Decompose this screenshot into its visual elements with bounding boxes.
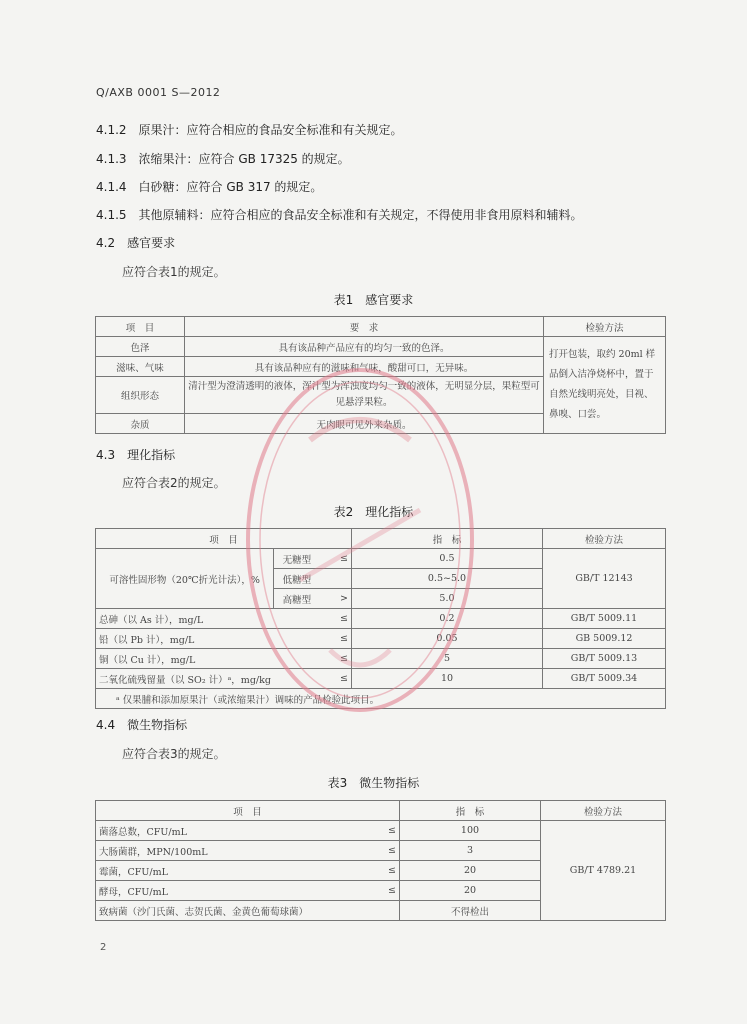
table3-header-method: 检验方法	[541, 801, 666, 821]
table2-method: GB/T 12143	[543, 549, 666, 609]
table3-item: 菌落总数，CFU/mL	[96, 821, 368, 841]
table2-symbol: ≤	[319, 669, 351, 689]
table3-value: 100	[400, 821, 541, 841]
standard-code: Q/AXB 0001 S—2012	[96, 86, 221, 99]
table2-type: 低糖型	[274, 569, 320, 589]
table1-requirement: 清汁型为澄清透明的液体，浑汁型为浑浊度均匀一致的液体，无明显分层，果粒型可见悬浮果粒。	[185, 377, 544, 414]
table3-header-item: 项 目	[96, 801, 400, 821]
table3-value: 20	[400, 881, 541, 901]
table2-value: 0.5~5.0	[351, 569, 542, 589]
table1-requirement: 具有该品种产品应有的均匀一致的色泽。	[185, 337, 544, 357]
table2-value: 0.5	[351, 549, 542, 569]
section-4-4-text: 应符合表3的规定。	[122, 747, 226, 761]
section-4-3-heading: 4.3 理化指标	[96, 448, 176, 462]
clause-4-1-2: 4.1.2 原果汁：应符合相应的食品安全标准和有关规定。	[96, 123, 403, 137]
table1-method: 打开包装，取约 20ml 样品倒入洁净烧杯中，置于自然光线明亮处，目视、鼻嗅、口尝。	[544, 337, 666, 434]
table3-item: 致病菌（沙门氏菌、志贺氏菌、金黄色葡萄球菌）	[96, 901, 368, 921]
clause-4-1-3: 4.1.3 浓缩果汁：应符合 GB 17325 的规定。	[96, 152, 350, 166]
table3-symbol: ≤	[367, 861, 400, 881]
table2-type: 无糖型	[274, 549, 320, 569]
section-4-2-text: 应符合表1的规定。	[122, 265, 226, 279]
table2-caption: 表2 理化指标	[333, 505, 414, 519]
table2-item: 总砷（以 As 计），mg/L	[96, 609, 320, 629]
page-number: 2	[100, 942, 107, 953]
table2-symbol: >	[319, 589, 351, 609]
table2-value: 5	[351, 649, 542, 669]
table2-header-item: 项 目	[96, 529, 352, 549]
table2-footnote: ᵃ 仅果脯和添加原果汁（或浓缩果汁）调味的产品检验此项目。	[96, 689, 666, 709]
table1-item: 组织形态	[96, 377, 185, 414]
table2-method: GB/T 5009.13	[543, 649, 666, 669]
section-4-2-heading: 4.2 感官要求	[96, 236, 176, 250]
table3-symbol: ≤	[367, 881, 400, 901]
table2-header-indicator: 指 标	[351, 529, 542, 549]
section-4-3-text: 应符合表2的规定。	[122, 476, 226, 490]
table1-requirement: 具有该品种应有的滋味和气味，酸甜可口，无异味。	[185, 357, 544, 377]
table2-value: 5.0	[351, 589, 542, 609]
table3-microbiological	[95, 800, 666, 921]
table3-symbol: ≤	[367, 841, 400, 861]
table2-symbol: ≤	[319, 549, 351, 569]
table2-value: 0.05	[351, 629, 542, 649]
table1-item: 色泽	[96, 337, 185, 357]
table1-item: 滋味、气味	[96, 357, 185, 377]
table3-item: 霉菌，CFU/mL	[96, 861, 368, 881]
table1-header-item: 项 目	[96, 317, 185, 337]
table2-item: 铜（以 Cu 计），mg/L	[96, 649, 320, 669]
table2-item: 铅（以 Pb 计），mg/L	[96, 629, 320, 649]
table2-symbol: ≤	[319, 609, 351, 629]
table2-item: 二氧化硫残留量（以 SO₂ 计）ᵃ，mg/kg	[96, 669, 320, 689]
table3-value: 3	[400, 841, 541, 861]
table1-item: 杂质	[96, 414, 185, 434]
table1-caption: 表1 感官要求	[333, 293, 414, 307]
table1-header-method: 检验方法	[544, 317, 666, 337]
table2-symbol	[319, 569, 351, 589]
table3-symbol: ≤	[367, 821, 400, 841]
clause-4-1-5: 4.1.5 其他原辅料：应符合相应的食品安全标准和有关规定，不得使用非食用原料和辅料。	[96, 208, 583, 222]
table2-method: GB/T 5009.11	[543, 609, 666, 629]
table2-symbol: ≤	[319, 649, 351, 669]
table3-value: 20	[400, 861, 541, 881]
table2-value: 10	[351, 669, 542, 689]
clause-4-1-4: 4.1.4 白砂糖：应符合 GB 317 的规定。	[96, 180, 323, 194]
table2-value: 0.2	[351, 609, 542, 629]
table1-sensory	[95, 316, 666, 434]
table1-header-requirement: 要 求	[185, 317, 544, 337]
table2-physicochemical	[95, 528, 666, 709]
table3-item: 大肠菌群，MPN/100mL	[96, 841, 368, 861]
table2-type: 高糖型	[274, 589, 320, 609]
table3-caption: 表3 微生物指标	[327, 776, 420, 790]
table2-method: GB 5009.12	[543, 629, 666, 649]
table3-item: 酵母，CFU/mL	[96, 881, 368, 901]
table3-value: 不得检出	[400, 901, 541, 921]
table3-method: GB/T 4789.21	[541, 821, 666, 921]
table2-soluble-solids: 可溶性固形物（20℃折光计法），%	[96, 549, 274, 609]
table2-symbol: ≤	[319, 629, 351, 649]
table2-method: GB/T 5009.34	[543, 669, 666, 689]
table3-header-indicator: 指 标	[400, 801, 541, 821]
table2-header-method: 检验方法	[543, 529, 666, 549]
section-4-4-heading: 4.4 微生物指标	[96, 718, 188, 732]
table1-requirement: 无肉眼可见外来杂质。	[185, 414, 544, 434]
table3-symbol	[367, 901, 400, 921]
